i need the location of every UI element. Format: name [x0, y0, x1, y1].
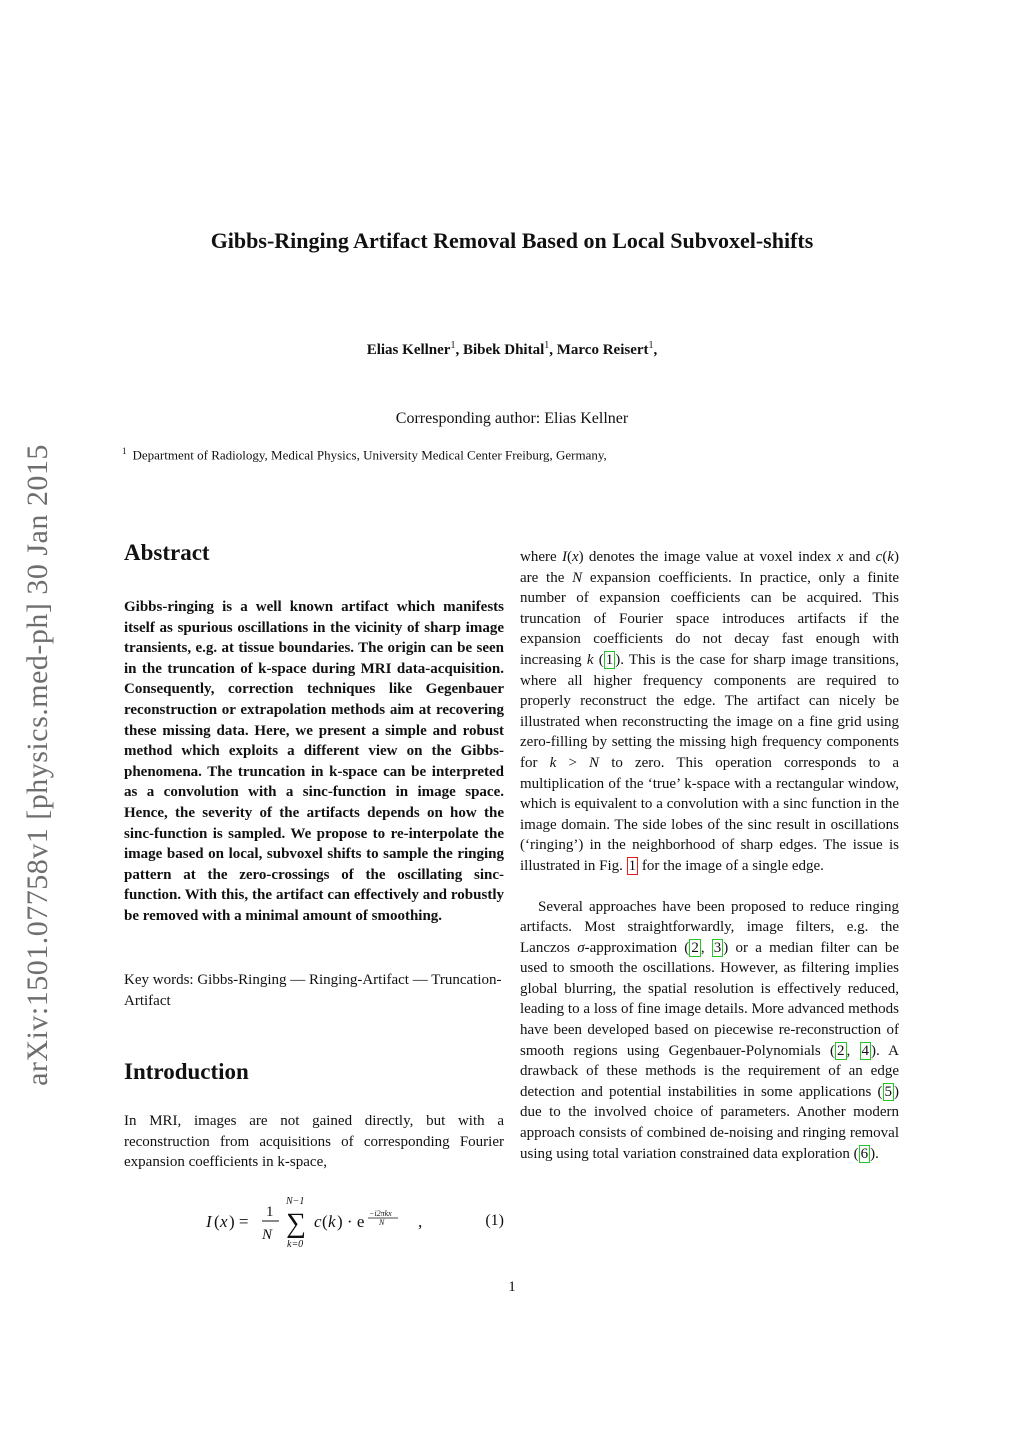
svg-text:c: c	[314, 1212, 322, 1231]
affiliation-mark: 1	[648, 340, 654, 351]
keywords: Key words: Gibbs-Ringing — Ringing-Artifact — Truncation-Artifact	[124, 972, 502, 1009]
equation-number: (1)	[485, 1212, 504, 1229]
svg-text:k=0: k=0	[287, 1239, 304, 1250]
abstract-heading: Abstract	[124, 540, 210, 565]
paragraph: Several approaches have been proposed to reduce ringing artifacts. Most straightforwardly, image filters, e.g. the Lanczos σ-approximation ( 2 , 3 ) or a median filter can be used to smooth the oscillations. However, as filtering implies global blurring, the spatial resolution is effectively reduced, leading to a loss of fine image details. More advanced methods have been developed based on piecewise re-reconstruction of smooth regions using Gegenbauer-Polynomials ( 2 , 4 ). A drawback of these methods is the requirement of an edge detection and potential instabilities in some applications ( 5 ) due to the involved choice of parameters. Another modern approach consists of combined de-noising and ringing removal using using total variation constrained data exploration ( 6 ).	[520, 898, 900, 1162]
introduction-body: In MRI, images are not gained directly, but with a reconstruction from acquisitions of corresponding Fourier expansion coefficients in k-space,	[124, 1113, 504, 1171]
right-column	[520, 547, 899, 1164]
svg-text:N: N	[379, 1218, 385, 1227]
citation-link[interactable]: 3	[713, 939, 722, 956]
citation-link[interactable]: 1	[605, 651, 614, 668]
affiliation	[122, 446, 607, 463]
equation-1	[124, 1192, 504, 1252]
svg-text:I: I	[206, 1212, 212, 1231]
corresponding-author: Corresponding author: Elias Kellner	[395, 410, 629, 427]
paragraph: where I(x) denotes the image value at voxel index x and c(k) are the N expansion coefficients. In practice, only a finite number of expansion coefficients can be acquired. This truncation of Fourier space introduces artifacts if the expansion coefficients do not decay fast enough with increasing k ( 1 ). This is the case for sharp image transitions, where all higher frequency components are required to properly reconstruct the edge. The artifact can nicely be illustrated when reconstructing the image on a fine grid using zero-filling by setting the missing high frequency components for k > N to zero. This operation corresponds to a multiplication of the ‘true’ k-space with a rectangular window, which is equivalent to a convolution with a sinc function in the image domain. The side lobes of the sinc result in oscillations (‘ringing’) in the neighborhood of sharp edges. The issue is illustrated in Fig. 1 for the image of a single edge.	[520, 549, 900, 874]
introduction-heading: Introduction	[124, 1059, 249, 1084]
svg-text:1: 1	[266, 1204, 274, 1220]
svg-text:k: k	[328, 1212, 336, 1231]
author-name: Marco Reisert	[556, 342, 649, 358]
arxiv-sidebar	[8, 400, 68, 1130]
citation-link[interactable]: 5	[884, 1083, 893, 1100]
svg-text:(: (	[214, 1212, 220, 1231]
citation-link[interactable]: 4	[861, 1042, 869, 1059]
author-list: Elias Kellner$^1$, Bibek Dhital$^1$, Marco Reisert$^1$,	[366, 340, 658, 358]
affiliation-mark: 1	[544, 340, 550, 351]
affiliation-text: Department of Radiology, Medical Physics, University Medical Center Freiburg, Germany,	[132, 447, 607, 463]
svg-text:,: ,	[418, 1212, 423, 1231]
svg-text:(: (	[322, 1212, 328, 1231]
affiliation-mark: 1	[450, 340, 456, 351]
citation-link[interactable]: 2	[837, 1042, 845, 1059]
svg-text:x: x	[220, 1212, 228, 1231]
affiliation-mark: 1	[122, 446, 127, 456]
author-name: Bibek Dhital	[462, 342, 545, 358]
equation-graphic	[206, 1192, 466, 1252]
figure-link[interactable]: 1	[628, 857, 637, 874]
svg-text:∑: ∑	[286, 1208, 306, 1239]
svg-text:N−1: N−1	[286, 1196, 305, 1207]
svg-text:) =: ) =	[229, 1212, 249, 1231]
author-name: Elias Kellner	[366, 342, 451, 358]
citation-link[interactable]: 6	[860, 1145, 869, 1162]
svg-text:−i2πkx: −i2πkx	[369, 1209, 392, 1218]
svg-text:N: N	[262, 1227, 273, 1243]
svg-text:) · e: ) · e	[337, 1212, 365, 1231]
abstract-body: Gibbs-ringing is a well known artifact which manifests itself as spurious oscillations in the vicinity of sharp image transients, e.g. at tissue boundaries. The origin can be seen in the truncation of k-space during MRI data-acquisition. Consequently, correction techniques like Gegenbauer reconstruction or extrapolation methods aim at recovering these missing data. Here, we present a simple and robust method which exploits a different view on the Gibbs-phenomena. The truncation in k-space can be interpreted as a convolution with a sinc-function in image space. Hence, the severity of the artifacts depends on how the sinc-function is sampled. We propose to re-interpolate the image based on local, subvoxel shifts to sample the ringing pattern at the zero-crossings of the oscillating sinc-function. With this, the artifact can effectively and robustly be removed with a minimal amount of smoothing.	[124, 599, 504, 924]
citation-link[interactable]: 2	[691, 939, 699, 956]
paper-title: Gibbs-Ringing Artifact Removal Based on Local Subvoxel-shifts	[210, 228, 814, 253]
arxiv-identifier: arXiv:1501.07758v1 [physics.med-ph] 30 Jan 2015	[21, 444, 54, 1086]
page-number: 1	[508, 1279, 516, 1295]
